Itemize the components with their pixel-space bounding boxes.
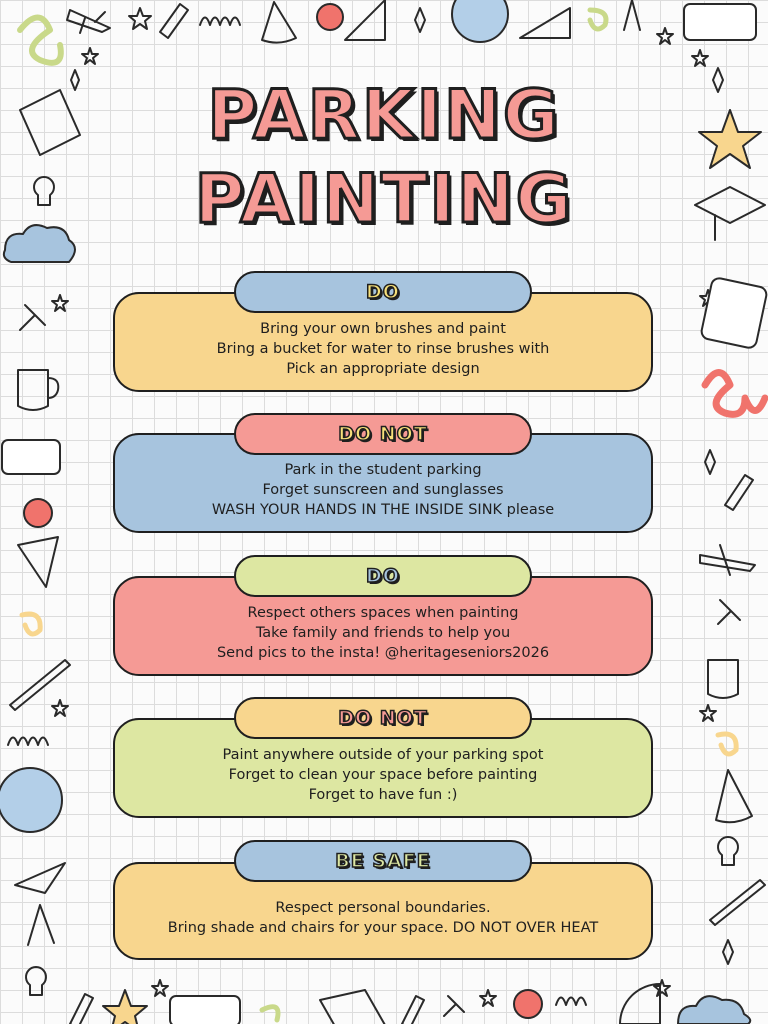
- bus-icon: [170, 996, 240, 1024]
- swirl-icon: [22, 614, 40, 634]
- do-not-card-2-line-1: Paint anywhere outside of your parking spot: [222, 747, 544, 763]
- swirl-icon: [718, 734, 736, 754]
- cone-icon: [262, 2, 296, 43]
- star-icon: [480, 990, 496, 1006]
- globe-icon: [0, 768, 62, 832]
- star-icon: [657, 28, 673, 44]
- diamond-icon: [723, 940, 733, 964]
- pushpin-icon: [444, 996, 464, 1016]
- paper-plane-icon: [15, 863, 65, 893]
- pencil-icon: [160, 4, 188, 38]
- star-icon: [654, 980, 670, 996]
- do-not-label-2-text: DO NOT: [338, 707, 428, 729]
- do-label-1-text: DO: [366, 281, 400, 303]
- triangle-ruler-icon: [18, 537, 58, 587]
- do-card-2-line-3: Send pics to the insta! @heritageseniors2026: [216, 645, 550, 661]
- do-not-card-2-line-3: Forget to have fun :): [308, 787, 458, 803]
- be-safe-label: [234, 840, 532, 882]
- bus-icon: [684, 4, 756, 40]
- star-icon: [103, 990, 147, 1024]
- airplane-icon: [67, 10, 110, 33]
- do-label-2-text: DO: [366, 565, 400, 587]
- do-card-1-line-1: Bring your own brushes and paint: [260, 321, 506, 337]
- do-card-2-line-2: Take family and friends to help you: [255, 625, 511, 641]
- page-title-line-1: PARKING: [207, 76, 561, 155]
- pen-icon: [710, 880, 765, 925]
- be-safe-card-line-2: Bring shade and chairs for your space. DO NOT OVER HEAT: [167, 920, 599, 936]
- spiral-icon: [200, 18, 240, 26]
- cloud-icon: [678, 996, 750, 1024]
- apple-icon: [317, 4, 343, 30]
- triangle-icon: [520, 8, 570, 38]
- do-not-card-1-line-3: WASH YOUR HANDS IN THE INSIDE SINK please: [211, 502, 555, 518]
- triangle-ruler-icon: [345, 0, 385, 40]
- compass-icon: [624, 0, 640, 30]
- diamond-icon: [415, 8, 425, 32]
- apple-icon: [24, 499, 52, 527]
- page-title-line-2: PAINTING: [194, 160, 574, 239]
- spiral-icon: [556, 998, 586, 1006]
- do-label-2: [234, 555, 532, 597]
- pushpin-icon: [718, 600, 740, 624]
- star-icon: [52, 295, 68, 311]
- pencil-icon: [402, 996, 424, 1024]
- pencil-icon: [725, 475, 753, 510]
- bus-icon: [2, 440, 60, 474]
- star-icon: [129, 8, 151, 29]
- book-icon: [320, 990, 385, 1024]
- star-icon: [82, 48, 98, 64]
- do-card-1-line-3: Pick an appropriate design: [286, 361, 480, 377]
- cone-icon: [716, 770, 752, 822]
- do-not-card-1-line-2: Forget sunscreen and sunglasses: [262, 482, 504, 498]
- star-icon: [700, 705, 716, 721]
- protractor-icon: [620, 984, 660, 1024]
- calculator-icon: [700, 277, 768, 349]
- do-label-1: [234, 271, 532, 313]
- do-card-1-line-2: Bring a bucket for water to rinse brushes with: [216, 341, 550, 357]
- star-icon: [52, 700, 68, 716]
- compass-icon: [28, 905, 54, 945]
- swirl-icon: [262, 1007, 278, 1020]
- do-not-label-1-text: DO NOT: [338, 423, 428, 445]
- apple-icon: [514, 990, 542, 1018]
- mug-icon: [708, 660, 738, 698]
- spiral-icon: [8, 738, 48, 746]
- do-card-2-line-1: Respect others spaces when painting: [247, 605, 519, 621]
- be-safe-label-text: BE SAFE: [335, 850, 431, 872]
- do-not-label-2: [234, 697, 532, 739]
- mug-icon: [18, 370, 58, 410]
- do-not-card-2-line-2: Forget to clean your space before painting: [228, 767, 538, 783]
- lightbulb-icon: [26, 967, 46, 995]
- star-icon: [692, 50, 708, 66]
- diamond-icon: [705, 450, 715, 474]
- squiggle-icon: [705, 373, 765, 415]
- pushpin-icon: [20, 305, 45, 330]
- be-safe-card-line-1: Respect personal boundaries.: [275, 900, 491, 916]
- squiggle-icon: [20, 18, 61, 63]
- airplane-icon: [700, 545, 755, 575]
- do-not-card-1-line-1: Park in the student parking: [284, 462, 482, 478]
- pencil-icon: [70, 994, 93, 1024]
- star-icon: [152, 980, 168, 996]
- lightbulb-icon: [718, 837, 738, 865]
- globe-icon: [452, 0, 508, 42]
- swirl-icon: [590, 10, 606, 29]
- do-not-label-1: [234, 413, 532, 455]
